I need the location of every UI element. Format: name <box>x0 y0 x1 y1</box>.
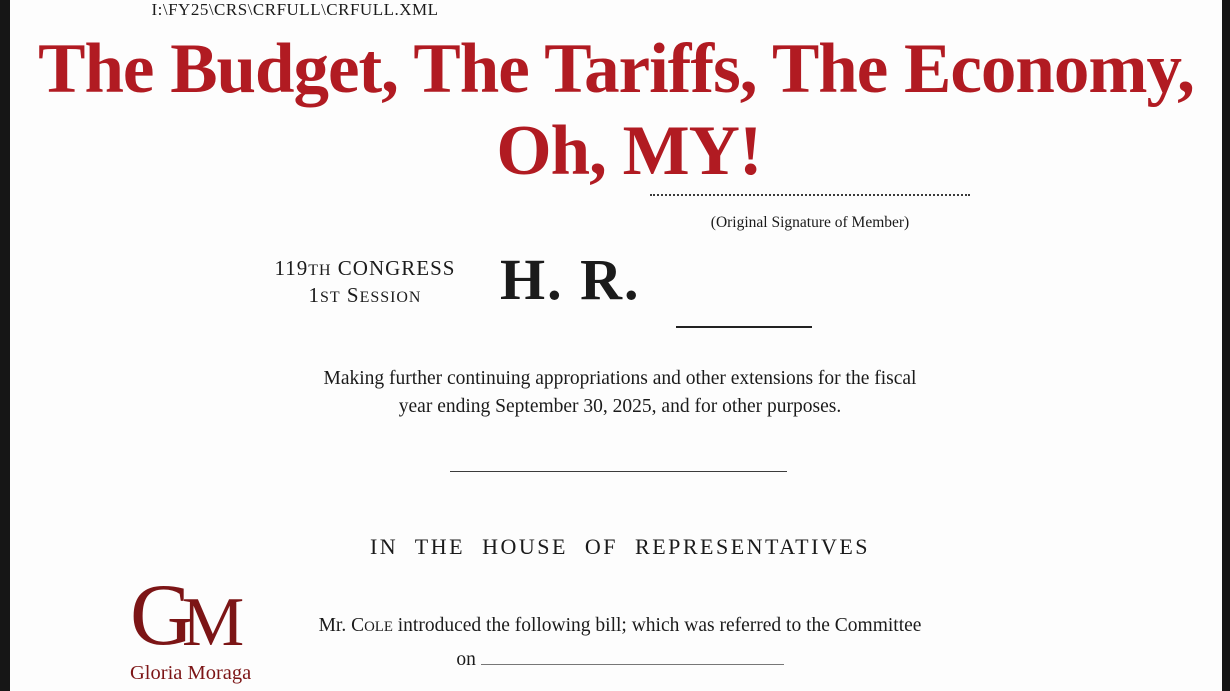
signature-block <box>650 150 970 232</box>
xml-file-path: I:\FY25\CRS\CRFULL\CRFULL.XML <box>151 0 439 19</box>
bill-number: H. R. <box>500 247 641 312</box>
bill-summary-line2: year ending September 30, 2025, and for other purposes. <box>398 396 842 417</box>
bill-number-blank-line <box>676 326 812 328</box>
bill-summary-line1: Making further continuing appropriations and other extensions for the fiscal <box>323 368 917 389</box>
session-ordinal: ST <box>320 289 341 306</box>
chamber-heading: IN THE HOUSE OF REPRESENTATIVES <box>369 534 870 559</box>
session-label-first: S <box>346 283 360 307</box>
logo-name-text: Gloria Moraga <box>130 662 252 684</box>
logo-letter-m: M <box>182 584 245 661</box>
congress-label: CONGRESS <box>337 256 456 280</box>
headline-line1: The Budget, The Tariffs, The Economy, <box>38 30 1194 108</box>
session-label-rest: ESSION <box>359 289 422 306</box>
logo-initials <box>130 567 245 664</box>
bill-summary <box>10 365 1230 421</box>
session-line <box>240 283 490 310</box>
congress-number: 119 <box>274 256 309 280</box>
session-number: 1 <box>308 283 321 307</box>
headline <box>10 28 1222 192</box>
signature-caption: (Original Signature of Member) <box>710 214 910 231</box>
introduction-prefix: Mr. C <box>318 615 365 636</box>
congress-session-block <box>240 256 490 310</box>
headline-line2: Oh, MY! <box>496 112 762 190</box>
left-edge-bar <box>0 0 10 691</box>
sponsor-name-smallcaps: OLE <box>364 619 393 635</box>
divider-rule <box>450 471 787 472</box>
on-word: on <box>456 649 476 670</box>
right-edge-bar <box>1222 0 1230 691</box>
signature-dotted-line <box>650 150 970 196</box>
committee-blank-line <box>481 651 784 665</box>
congress-ordinal: TH <box>308 262 332 279</box>
introduction-rest: introduced the following bill; which was referred to the Committee <box>392 615 922 636</box>
gloria-moraga-logo <box>130 567 252 685</box>
logo-letter-g: G <box>130 567 194 664</box>
congress-line <box>240 256 490 283</box>
